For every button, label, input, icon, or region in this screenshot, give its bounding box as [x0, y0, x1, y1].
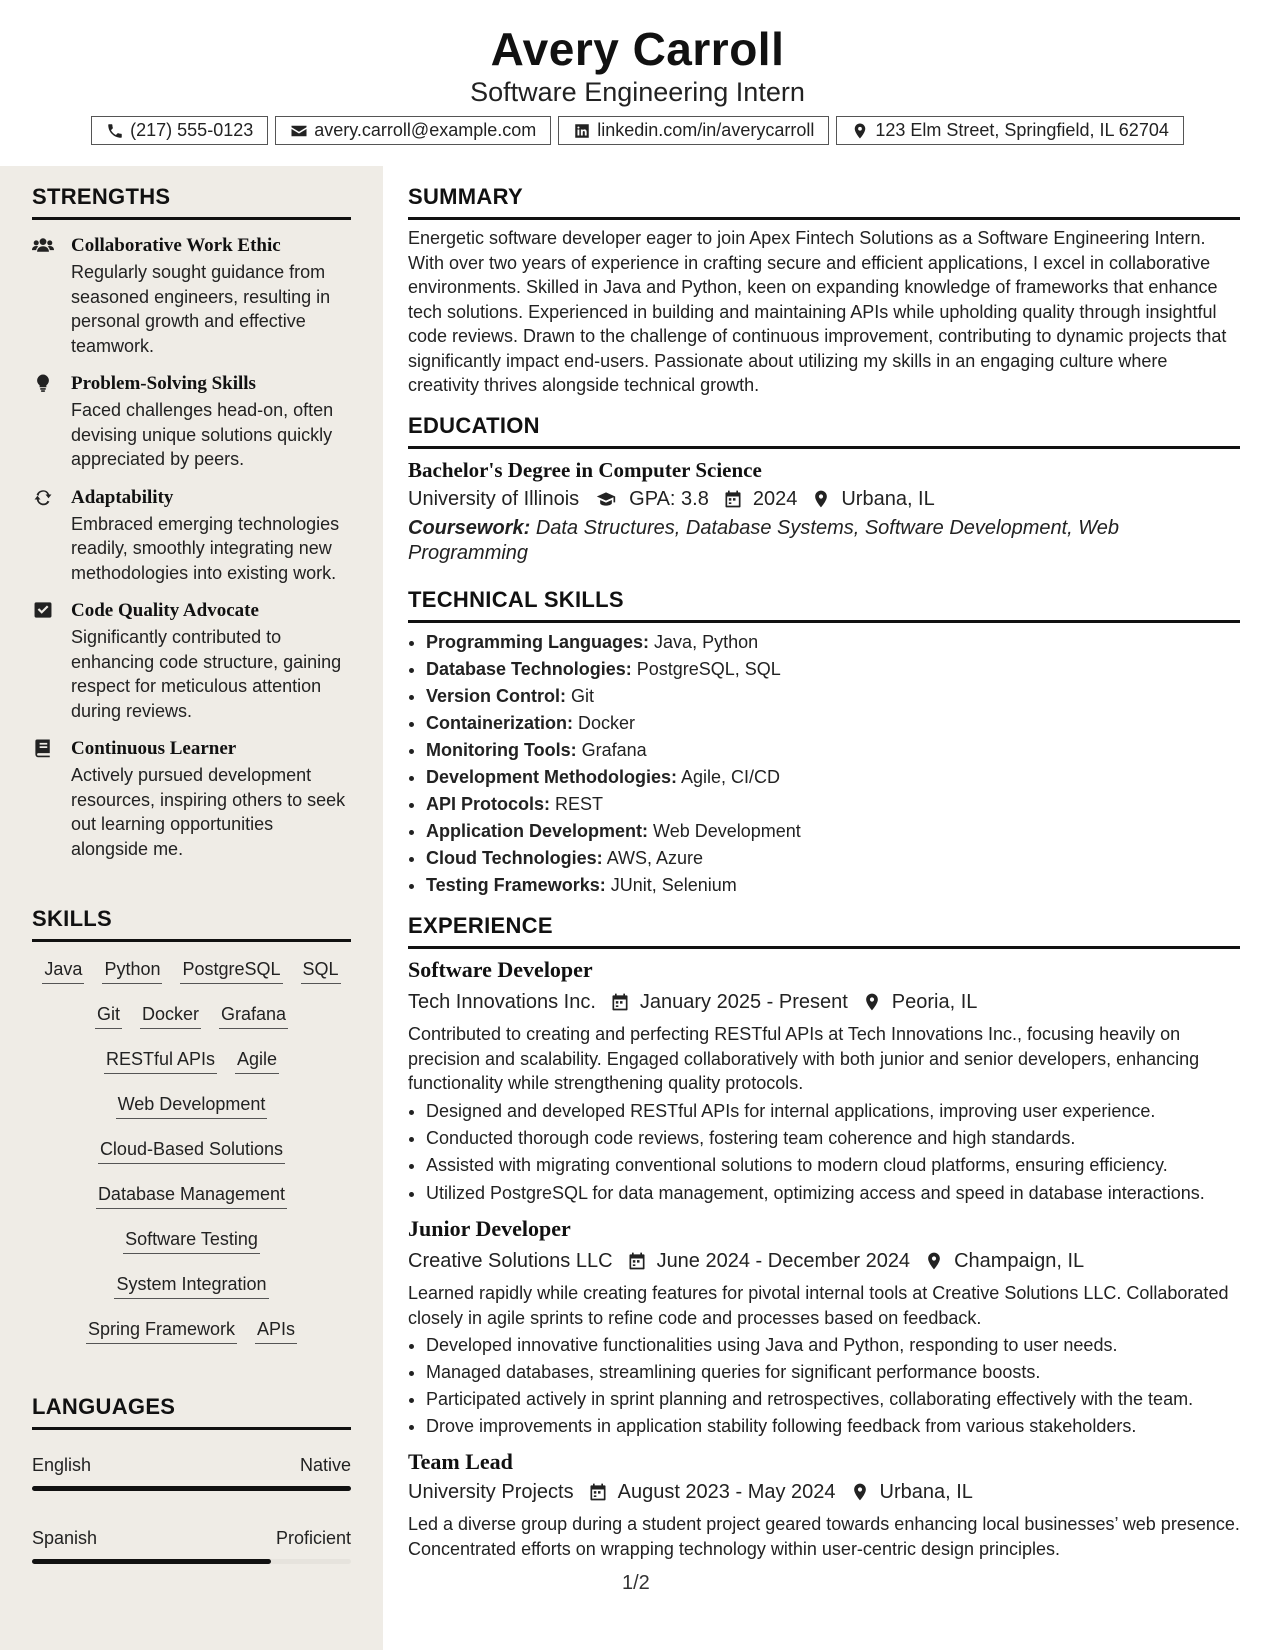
job-location: Champaign, IL [954, 1250, 1085, 1272]
strength-title: Code Quality Advocate [71, 600, 259, 621]
list-item: • Designed and developed RESTful APIs for internal applications, improving user experience. [426, 1098, 1240, 1125]
strength-item [32, 372, 351, 472]
list-item [426, 764, 1240, 791]
strength-item [32, 486, 351, 586]
job-entry [408, 1448, 1240, 1561]
language-proficiency-fill [32, 1559, 271, 1564]
experience-heading: EXPERIENCE [408, 913, 553, 938]
job-location: Peoria, IL [891, 991, 978, 1013]
skill-value: Web Development [653, 821, 801, 841]
location-pin-icon [924, 1251, 944, 1271]
job-bullets [408, 1098, 1240, 1206]
list-item: • Utilized PostgreSQL for data management, optimizing access and speed in database interactions. [426, 1181, 1240, 1206]
section-divider [408, 946, 1240, 949]
skill-value: Docker [578, 713, 636, 733]
job-dates: January 2025 - Present [639, 991, 848, 1013]
check-square-icon [32, 600, 56, 620]
skill-tag: RESTful APIs [104, 1048, 217, 1074]
calendar-icon [627, 1251, 647, 1271]
language-item [32, 1454, 351, 1491]
list-item [426, 656, 1240, 683]
job-summary: Learned rapidly while creating features for pivotal internal tools at Creative Solutions LLC. Collaborated closely in agile sprints to refine code and processes based on feedback. [408, 1283, 1229, 1328]
skill-tag: Python [102, 958, 162, 984]
skill-row [32, 1003, 351, 1048]
skill-tag: APIs [255, 1318, 297, 1344]
skill-tag: Web Development [116, 1093, 268, 1119]
skill-label: API Protocols: [426, 794, 551, 814]
section-divider [408, 217, 1240, 220]
list-item: • Managed databases, streamlining queries for significant performance boosts. [426, 1359, 1240, 1386]
strength-desc: Embraced emerging technologies readily, smoothly integrating new methodologies into existing work. [71, 513, 340, 583]
technical-skills-section [408, 587, 1240, 899]
skill-row [32, 1318, 351, 1363]
strength-item [32, 737, 351, 861]
job-bullets [408, 1332, 1240, 1440]
contact-address [836, 116, 1184, 145]
job-dates: August 2023 - May 2024 [617, 1481, 836, 1503]
strength-desc: Regularly sought guidance from seasoned engineers, resulting in personal growth and effective teamwork. [71, 262, 331, 356]
linkedin-icon [573, 122, 591, 140]
skill-row [32, 1048, 351, 1093]
graduation-cap-icon [593, 489, 619, 509]
skill-label: Version Control: [426, 686, 567, 706]
skill-label: Development Methodologies: [426, 767, 678, 787]
list-item [426, 683, 1240, 710]
location-pin-icon [851, 122, 869, 140]
languages-section [32, 1394, 351, 1564]
strength-title: Collaborative Work Ethic [71, 235, 281, 256]
skill-value: Grafana [581, 740, 647, 760]
language-level: Native [299, 1455, 351, 1475]
book-icon [32, 738, 56, 758]
contact-phone-text: (217) 555-0123 [130, 120, 254, 140]
job-meta [408, 1247, 1240, 1275]
calendar-icon [588, 1482, 608, 1502]
job-title: Team Lead [408, 1449, 513, 1474]
list-item: • Conducted thorough code reviews, fostering team coherence and high standards. [426, 1125, 1240, 1152]
skill-tag: Database Management [96, 1183, 287, 1209]
candidate-name: Avery Carroll [490, 23, 785, 75]
education-section [408, 413, 1240, 566]
gpa: GPA: 3.8 [629, 488, 709, 510]
calendar-icon [723, 489, 743, 509]
language-level: Proficient [275, 1528, 351, 1548]
skill-label: Application Development: [426, 821, 649, 841]
education-heading: EDUCATION [408, 413, 540, 438]
skill-label: Database Technologies: [426, 659, 632, 679]
strengths-section [32, 184, 351, 875]
skill-value: AWS, Azure [606, 848, 704, 868]
education-meta [408, 485, 1240, 513]
strengths-list [32, 234, 351, 861]
skill-tag: Git [95, 1003, 122, 1029]
language-name: English [32, 1455, 92, 1475]
location-pin-icon [811, 489, 831, 509]
skill-label: Testing Frameworks: [426, 875, 606, 895]
skill-row [32, 1138, 351, 1183]
skill-value: Agile, CI/CD [681, 767, 781, 787]
skill-row [32, 1273, 351, 1318]
skill-tag: Software Testing [123, 1228, 260, 1254]
graduation-year: 2024 [752, 488, 798, 510]
contact-linkedin[interactable] [558, 116, 829, 145]
list-item: • Assisted with migrating conventional solutions to modern cloud platforms, ensuring efficiency. [426, 1152, 1240, 1179]
skill-tag: Docker [140, 1003, 201, 1029]
strength-title: Continuous Learner [71, 738, 237, 759]
sync-icon [32, 487, 56, 507]
section-divider [32, 217, 351, 220]
section-divider [32, 939, 351, 942]
contact-bar [0, 116, 1275, 145]
experience-section [408, 913, 1240, 1561]
summary-text: Energetic software developer eager to join Apex Fintech Solutions as a Software Engineering Intern. With over two years of experience in crafting secure and efficient applications, I excel in collaborative environments. Skilled in Java and Python, keen on expanding knowledge of frameworks that enhance tech solutions. Experienced in building and maintaining APIs while upholding quality through insightful code reviews. Drawn to the challenge of continuous improvement, contributing to dynamic projects that significantly impact end-users. Passionate about utilizing my skills in an engaging culture where creativity thrives alongside technical growth. [408, 228, 1227, 395]
skill-label: Monitoring Tools: [426, 740, 577, 760]
calendar-icon [610, 992, 630, 1012]
job-summary: Contributed to creating and perfecting RESTful APIs at Tech Innovations Inc., focusing heavily on precision and scalability. Engaged collaboratively with both junior and senior developers, enhancing functionality while strengthening quality protocols. [408, 1024, 1200, 1093]
company-name: University Projects [408, 1481, 574, 1503]
coursework-list: Data Structures, Database Systems, Software Development, Web Programming [408, 517, 1120, 564]
list-item [426, 629, 1240, 656]
skill-tag: Spring Framework [86, 1318, 237, 1344]
degree-title: Bachelor's Degree in Computer Science [408, 458, 762, 482]
skill-tag: Java [42, 958, 84, 984]
job-meta [408, 1478, 1240, 1506]
lightbulb-icon [32, 373, 56, 393]
list-item [426, 737, 1240, 764]
summary-section [408, 184, 1240, 398]
job-entry [408, 956, 1240, 1205]
contact-address-text: 123 Elm Street, Springfield, IL 62704 [875, 120, 1169, 140]
skill-value: REST [555, 794, 604, 814]
skill-row [32, 1228, 351, 1273]
languages-heading: LANGUAGES [32, 1394, 176, 1419]
phone-icon [106, 122, 124, 140]
school-location: Urbana, IL [841, 488, 935, 510]
strength-desc: Faced challenges head-on, often devising unique solutions quickly appreciated by peers. [71, 400, 334, 469]
skill-tag: System Integration [114, 1273, 268, 1299]
users-icon [32, 235, 56, 255]
job-entry [408, 1215, 1240, 1440]
location-pin-icon [862, 992, 882, 1012]
skill-tag: SQL [301, 958, 341, 984]
company-name: Creative Solutions LLC [408, 1250, 613, 1272]
job-title: Junior Developer [408, 1216, 571, 1241]
skill-label: Containerization: [426, 713, 573, 733]
section-divider [32, 1427, 351, 1430]
contact-linkedin-text: linkedin.com/in/averycarroll [597, 120, 815, 140]
skill-label: Programming Languages: [426, 632, 650, 652]
strength-title: Problem-Solving Skills [71, 373, 256, 394]
list-item [426, 791, 1240, 818]
language-proficiency-fill [32, 1486, 351, 1491]
strength-desc: Actively pursued development resources, inspiring others to seek out learning opportunities alongside me. [71, 765, 346, 859]
skill-label: Cloud Technologies: [426, 848, 603, 868]
strength-item [32, 234, 351, 358]
skill-value: Git [571, 686, 595, 706]
skill-row [32, 1093, 351, 1138]
page-number: 1/2 [622, 1572, 650, 1594]
company-name: Tech Innovations Inc. [408, 991, 596, 1013]
language-name: Spanish [32, 1528, 98, 1548]
list-item: • Participated actively in sprint planning and retrospectives, collaborating effectively with the team. [426, 1386, 1240, 1413]
job-summary: Led a diverse group during a student project geared towards enhancing local businesses’ web presence. Concentrated efforts on wrapping technology within user-centric design principles. [408, 1514, 1240, 1559]
location-pin-icon [850, 1482, 870, 1502]
coursework-label: Coursework: [408, 517, 531, 539]
section-divider [408, 446, 1240, 449]
candidate-role: Software Engineering Intern [470, 77, 805, 107]
job-dates: June 2024 - December 2024 [656, 1250, 911, 1272]
list-item [426, 845, 1240, 872]
technical-skills-list [408, 629, 1240, 899]
list-item: • Drove improvements in application stability following feedback from various stakeholders. [426, 1413, 1240, 1440]
coursework [408, 516, 1240, 566]
skills-section [32, 906, 351, 1363]
skills-cloud [32, 958, 351, 1363]
strength-desc: Significantly contributed to enhancing code structure, gaining respect for meticulous attention during reviews. [71, 627, 342, 721]
skills-heading: SKILLS [32, 906, 113, 931]
skill-value: PostgreSQL, SQL [636, 659, 781, 679]
language-item [32, 1527, 351, 1564]
skill-value: Java, Python [654, 632, 759, 652]
school-name: University of Illinois [408, 488, 580, 510]
list-item [426, 710, 1240, 737]
skill-tag: Grafana [219, 1003, 288, 1029]
skill-value: JUnit, Selenium [610, 875, 737, 895]
strength-title: Adaptability [71, 486, 174, 508]
job-meta [408, 988, 1240, 1016]
skill-tag: Cloud-Based Solutions [98, 1138, 285, 1164]
envelope-icon [290, 122, 308, 140]
list-item: • Developed innovative functionalities using Java and Python, responding to user needs. [426, 1332, 1240, 1359]
list-item [426, 818, 1240, 845]
strengths-heading: STRENGTHS [32, 184, 171, 209]
contact-email[interactable] [275, 116, 551, 145]
skill-tag: Agile [235, 1048, 279, 1074]
skill-tag: PostgreSQL [180, 958, 282, 984]
language-proficiency-bar [32, 1559, 351, 1564]
job-title: Software Developer [408, 957, 593, 982]
skill-row [32, 958, 351, 1003]
language-proficiency-bar [32, 1486, 351, 1491]
list-item [426, 872, 1240, 899]
summary-heading: SUMMARY [408, 184, 523, 209]
contact-phone [91, 116, 268, 145]
section-divider [408, 620, 1240, 623]
contact-email-text: avery.carroll@example.com [314, 120, 537, 140]
job-location: Urbana, IL [879, 1481, 973, 1503]
strength-item [32, 599, 351, 723]
technical-skills-heading: TECHNICAL SKILLS [408, 587, 624, 612]
skill-row [32, 1183, 351, 1228]
resume-header [0, 0, 1275, 145]
sidebar [0, 166, 383, 1650]
